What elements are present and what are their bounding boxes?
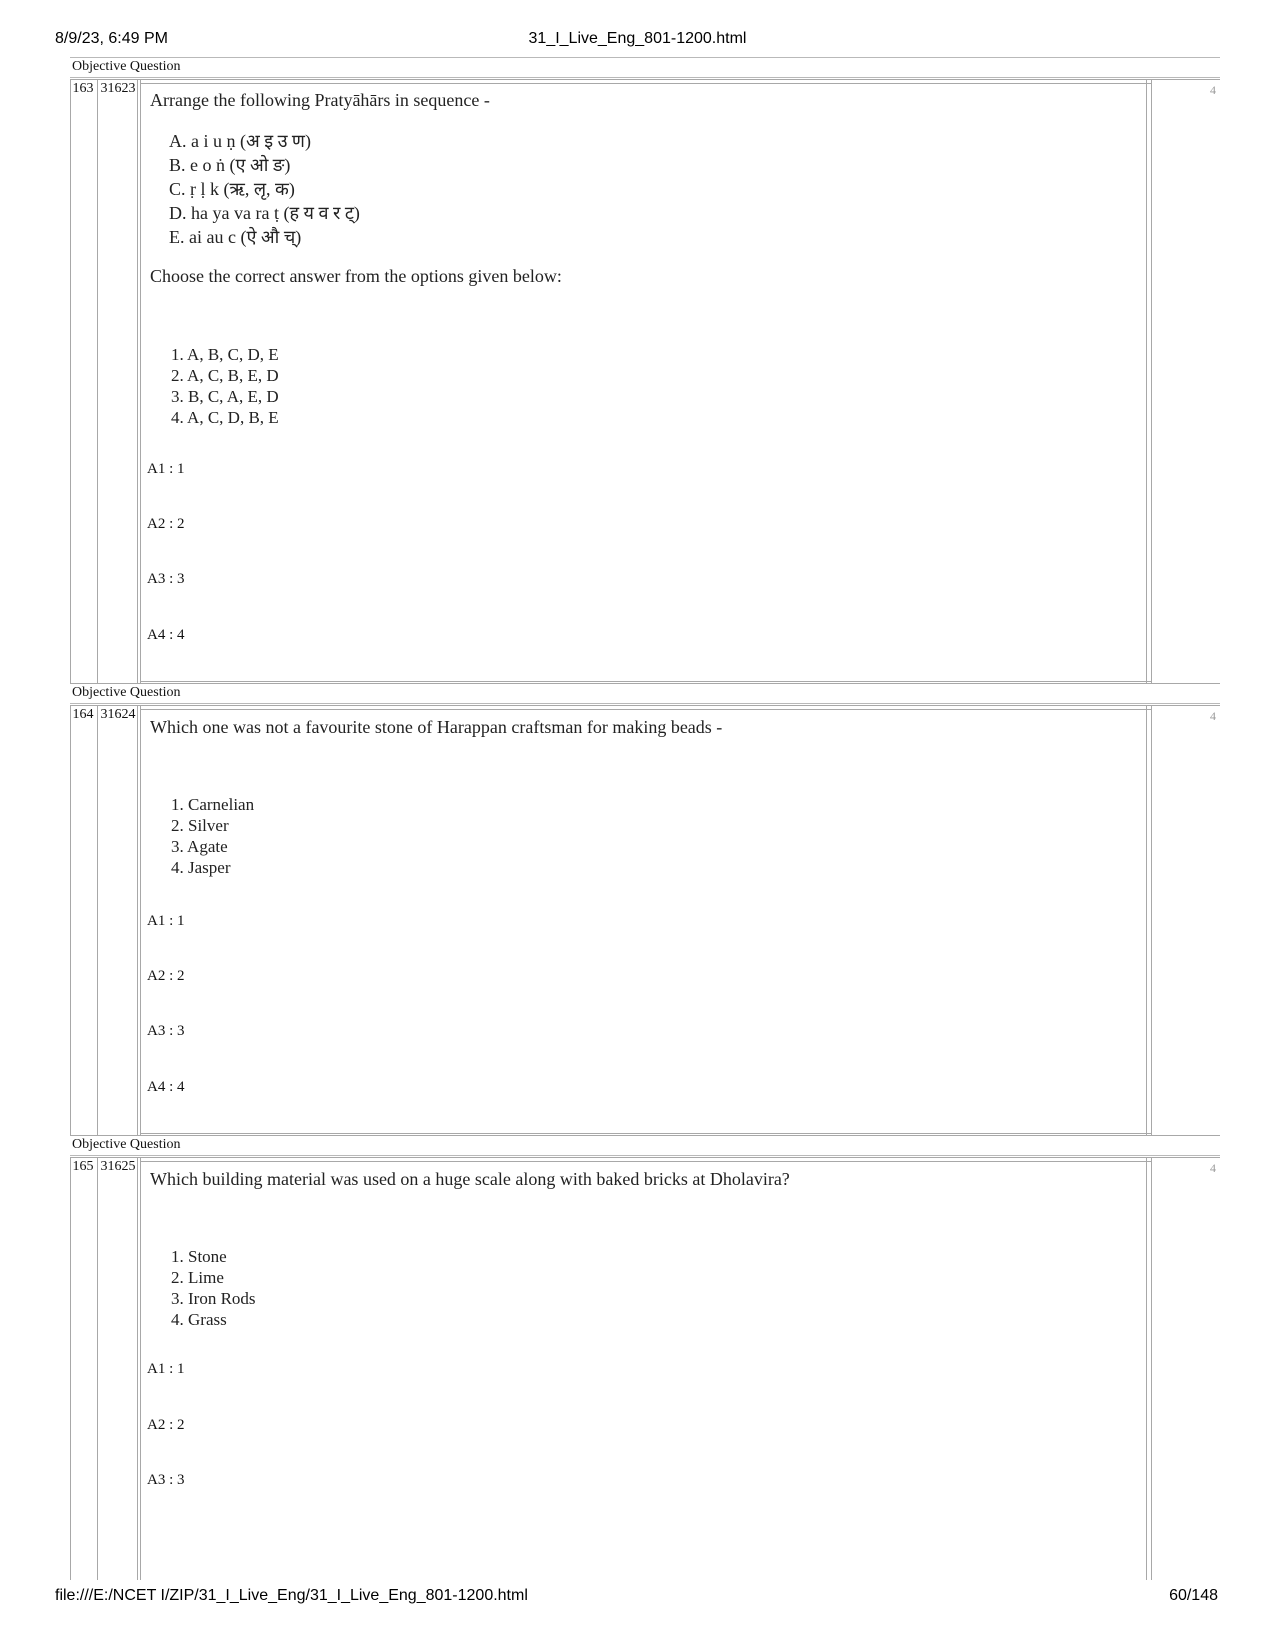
sequence-item: E. ai au c (ऐ औ च्) xyxy=(169,227,302,247)
option-item: 3. Agate xyxy=(171,837,228,856)
section-rule xyxy=(70,703,1220,704)
option-item: 1. Carnelian xyxy=(171,795,255,814)
answer-key-1: A1 : 1 xyxy=(147,913,185,929)
question-text: Arrange the following Pratyāhārs in sequence - xyxy=(150,90,490,110)
answer-key-3: A3 : 3 xyxy=(147,1023,185,1039)
question-type-label: Objective Question xyxy=(72,59,181,74)
answer-key-2: A2 : 2 xyxy=(147,1417,185,1433)
question-text: Which building material was used on a huge scale along with baked bricks at Dholavira? xyxy=(150,1169,790,1189)
sequence-item: B. e o ṅ (ए ओ ङ) xyxy=(169,155,291,175)
print-file-path: file:///E:/NCET I/ZIP/31_I_Live_Eng/31_I_Live_Eng_801-1200.html xyxy=(55,1587,528,1604)
sequence-item: D. ha ya va ra ṭ (ह य व र ट्) xyxy=(169,203,360,223)
question-block xyxy=(70,705,1220,1136)
print-datetime: 8/9/23, 6:49 PM xyxy=(55,30,168,47)
question-id: 31623 xyxy=(100,81,136,96)
question-serial-number: 164 xyxy=(72,707,94,722)
option-item: 4. A, C, D, B, E xyxy=(171,408,279,427)
answer-key-3: A3 : 3 xyxy=(147,1472,185,1488)
option-list xyxy=(171,344,279,428)
sequence-item: A. a i u ṇ (अ इ उ ण) xyxy=(169,131,311,151)
option-list xyxy=(171,1246,256,1330)
sequence-item: C. ṛ ḷ k (ऋ, लृ, क) xyxy=(169,179,295,199)
answer-key-2: A2 : 2 xyxy=(147,516,185,532)
section-top-rule xyxy=(70,57,1220,58)
question-id: 31624 xyxy=(100,707,136,722)
answer-key-2: A2 : 2 xyxy=(147,968,185,984)
option-item: 2. Silver xyxy=(171,816,229,835)
option-item: 2. A, C, B, E, D xyxy=(171,366,279,385)
section-rule xyxy=(70,77,1220,78)
answer-key-1: A1 : 1 xyxy=(147,1361,185,1377)
question-serial-number: 165 xyxy=(72,1159,94,1174)
print-page-title: 31_I_Live_Eng_801-1200.html xyxy=(528,30,747,47)
option-item: 4. Grass xyxy=(171,1310,227,1329)
answer-key-1: A1 : 1 xyxy=(147,461,185,477)
clipped-marks-indicator: 4 xyxy=(1210,709,1216,723)
clipped-marks-indicator: 4 xyxy=(1210,1161,1216,1175)
question-block xyxy=(70,1157,1220,1580)
option-list xyxy=(171,794,254,878)
section-rule xyxy=(70,1155,1220,1156)
question-type-label: Objective Question xyxy=(72,685,181,700)
answer-key-3: A3 : 3 xyxy=(147,571,185,587)
question-serial-number: 163 xyxy=(72,81,94,96)
question-instruction: Choose the correct answer from the options given below: xyxy=(150,266,562,286)
sequence-item-list xyxy=(169,129,360,249)
option-item: 1. A, B, C, D, E xyxy=(171,345,279,364)
question-list xyxy=(70,0,1220,1580)
option-item: 1. Stone xyxy=(171,1247,227,1266)
question-text: Which one was not a favourite stone of Harappan craftsman for making beads - xyxy=(150,717,723,737)
option-item: 2. Lime xyxy=(171,1268,224,1287)
question-block xyxy=(70,79,1220,684)
question-type-label: Objective Question xyxy=(72,1137,181,1152)
question-id: 31625 xyxy=(100,1159,136,1174)
option-item: 3. Iron Rods xyxy=(171,1289,256,1308)
option-item: 4. Jasper xyxy=(171,858,231,877)
print-page-number: 60/148 xyxy=(1169,1587,1218,1604)
option-item: 3. B, C, A, E, D xyxy=(171,387,279,406)
answer-key-4: A4 : 4 xyxy=(147,627,185,643)
clipped-marks-indicator: 4 xyxy=(1210,83,1216,97)
answer-key-4: A4 : 4 xyxy=(147,1079,185,1095)
